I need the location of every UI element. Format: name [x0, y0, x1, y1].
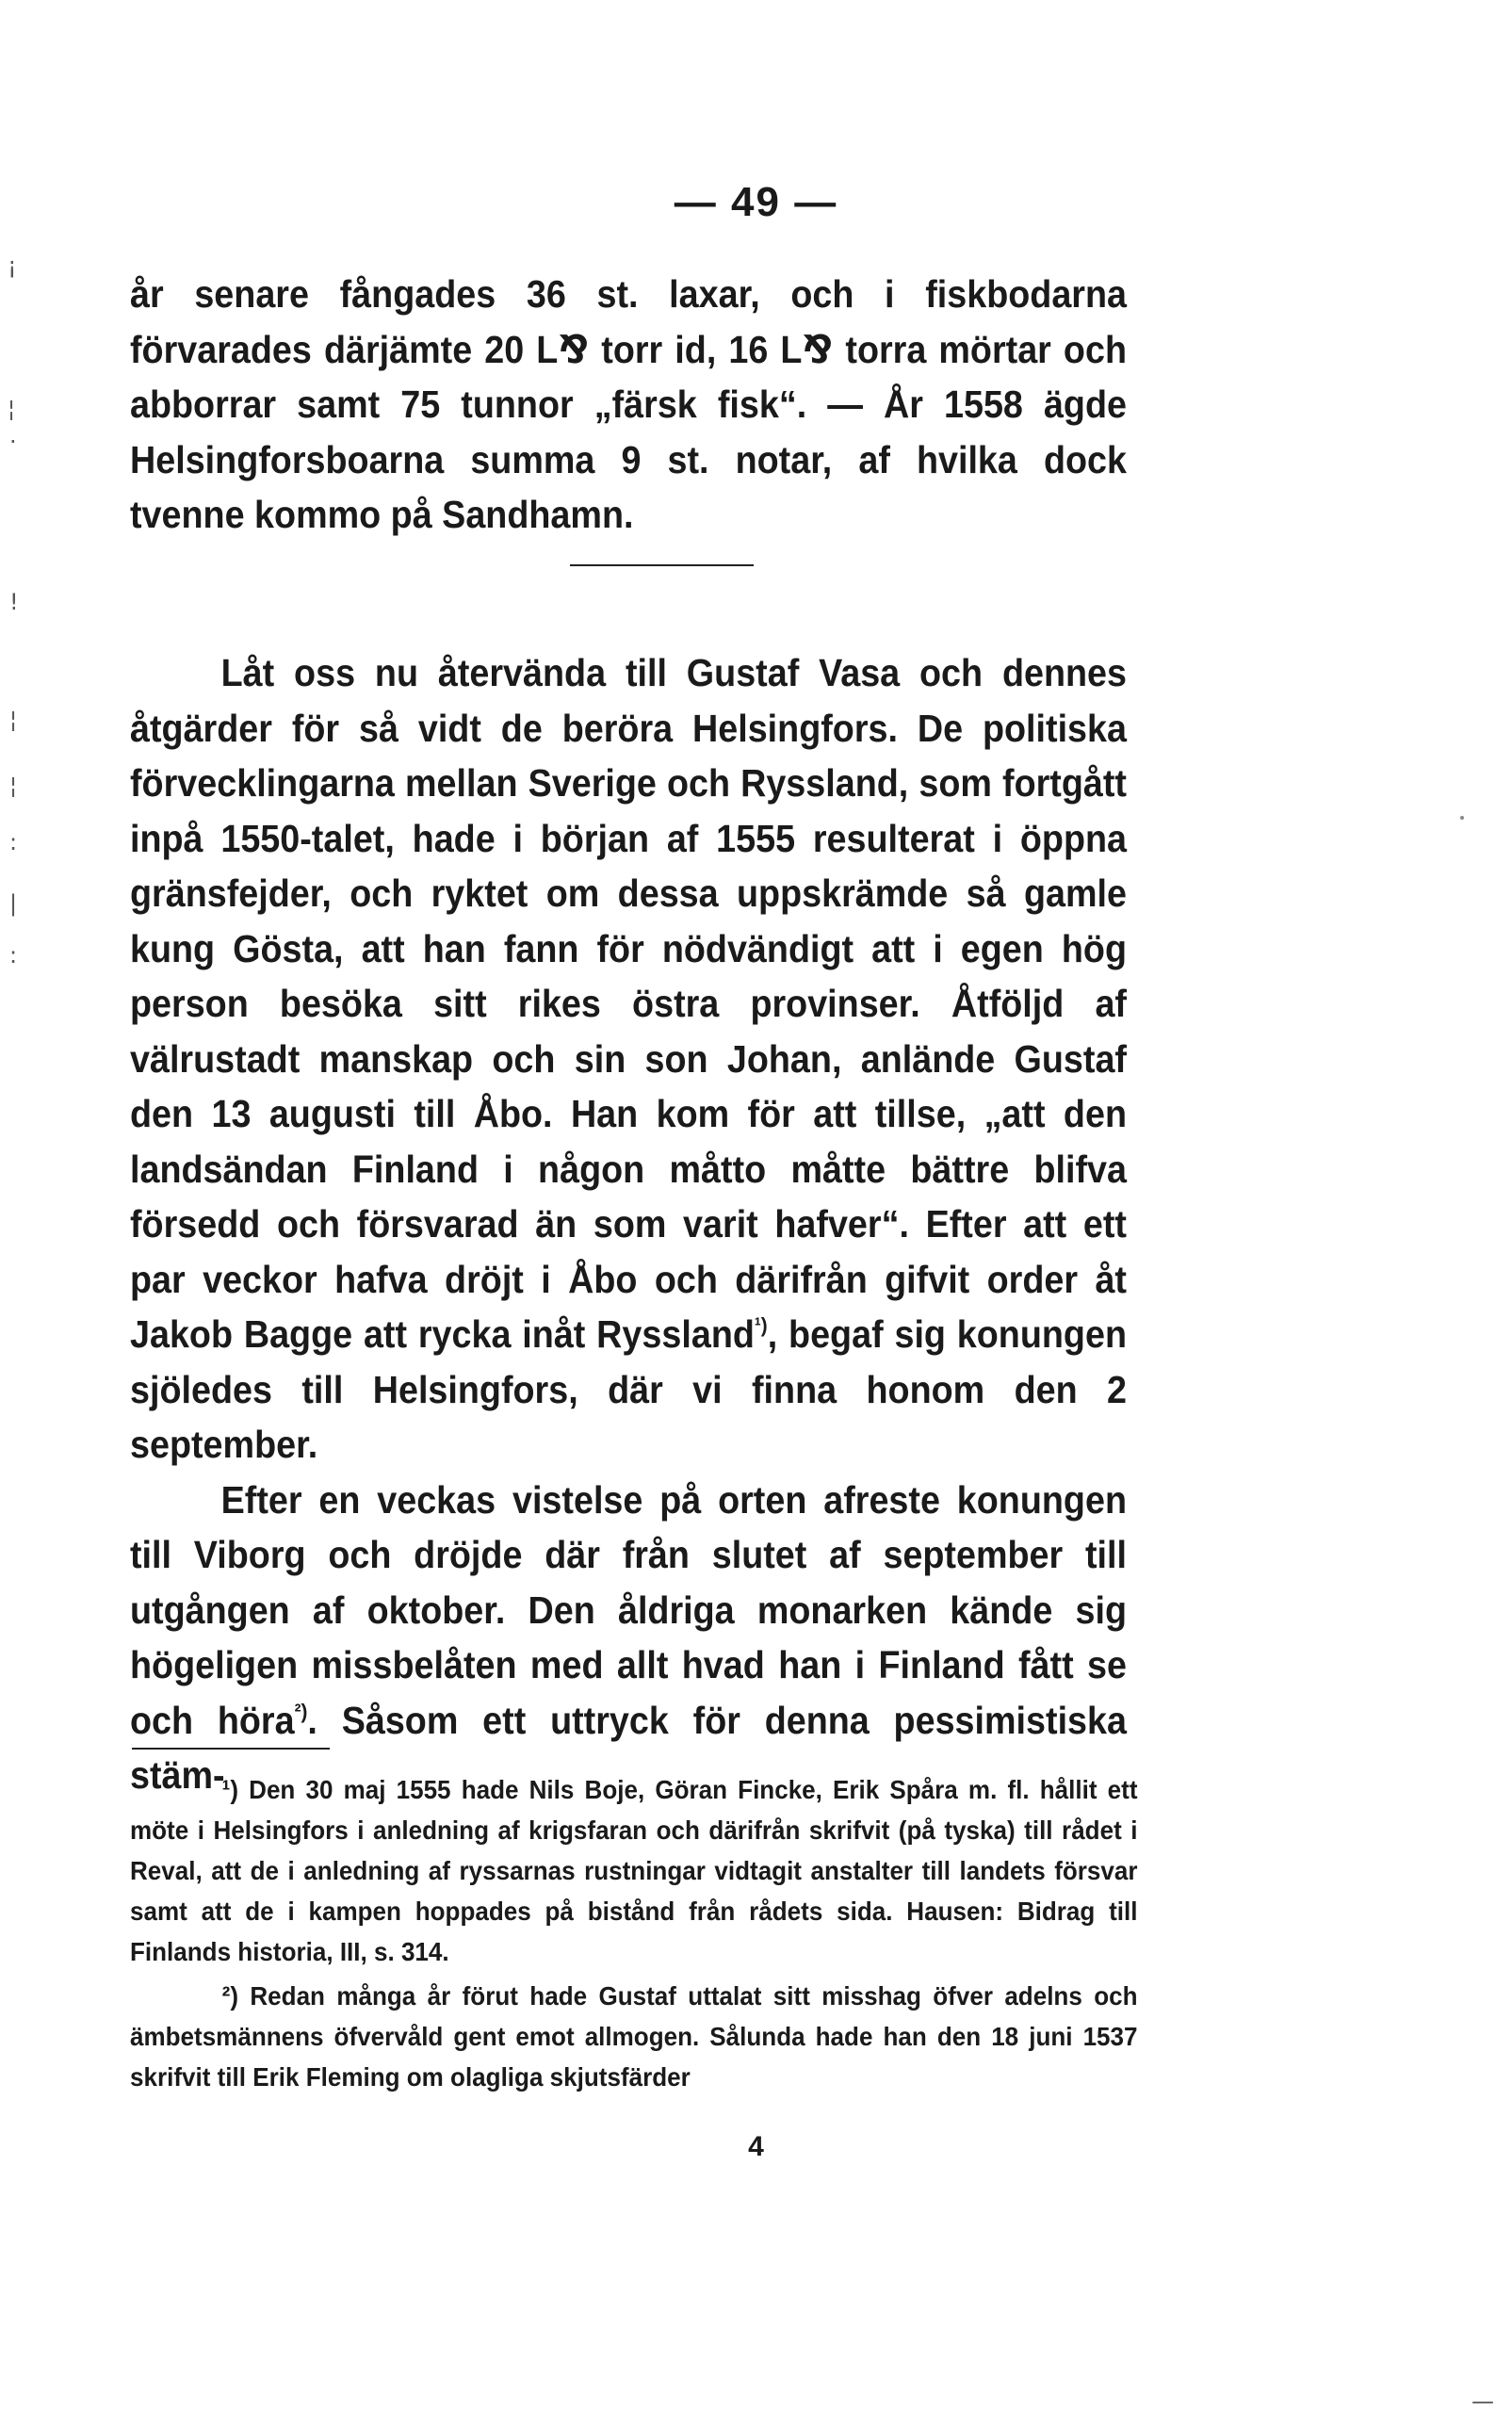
margin-mark: ·: [9, 429, 17, 455]
text-block-main: [130, 645, 1127, 1803]
margin-mark: —: [1471, 2388, 1494, 2415]
section-divider: [570, 564, 754, 566]
paragraph-text-part: Efter en veckas vistelse på orten afreste konungen till Viborg och dröjde där från slutet af september till utgången af oktober. Den åldriga monarken kände sig högeligen missbelåten med allt hvad han i Finland fått se och höra: [130, 1477, 1128, 1742]
margin-mark: |: [9, 890, 18, 917]
paragraph-text-part: . Såsom ett uttryck för denna pessimistiska stäm-: [130, 1698, 1127, 1797]
footnote-ref-2: ²): [294, 1699, 308, 1723]
page-number: — 49 —: [674, 179, 838, 225]
footnote-1: ¹) Den 30 maj 1555 hade Nils Boje, Göran Fincke, Erik Spåra m. fl. hållit ett möte i Helsingfors i anledning af krigsfaran och därifrån skrifvit (på tyska) till rådet i Reval, att de i anledning af ryssarnas rustningar vidtagit anstalter till landets försvar samt att de i kampen hoppades på bistånd från rådets sida. Hausen: Bidrag till Finlands historia, III, s. 314.: [130, 1775, 1138, 1966]
paragraph-gustaf-vasa: [130, 645, 1127, 1473]
footnote-2: ²) Redan många år förut hade Gustaf uttalat sitt misshag öfver adelns och ämbetsmännens öfvervåld gent emot allmogen. Sålunda hade han den 18 juni 1537 skrifvit till Erik Fleming om olagliga skjutsfärder: [130, 1981, 1138, 2092]
paragraph-text-part: , begaf sig konungen sjöledes till Helsingfors, där vi finna honom den 2 september.: [130, 1312, 1127, 1466]
paragraph-text-part: Låt oss nu återvända till Gustaf Vasa och dennes åtgärder för så vidt de beröra Helsingfors. De politiska förvecklingarna mellan Sverige och Ryssland, som fortgått inpå 1550-talet, hade i början af 1555 resulterat i öppna gränsfejder, och ryktet om dessa uppskrämde så gamle kung Gösta, att han fann för nödvändigt att i egen hög person besöka sitt rikes östra provinser. Åtföljd af välrustadt manskap och sin son Johan, anlände Gustaf den 13 augusti till Åbo. Han kom för att tillse, „att den landsändan Finland i någon måtto måtte bättre blifva försedd och försvarad än som varit hafver“. Efter att ett par veckor hafva dröjt i Åbo och därifrån gifvit order åt Jakob Bagge att rycka inåt Ryssland: [130, 651, 1128, 1356]
paragraph-viborg: [130, 1473, 1127, 1803]
footnote-ref-1: ¹): [754, 1313, 768, 1338]
speck-mark: [1460, 816, 1464, 820]
margin-mark: !: [9, 589, 19, 615]
footnote-divider: [132, 1748, 330, 1750]
text-block-top: [130, 267, 1127, 543]
margin-mark: :: [9, 942, 18, 969]
footnotes: [130, 1769, 1138, 2097]
margin-mark: ¦: [9, 707, 18, 733]
paragraph-fishing: år senare fångades 36 st. laxar, och i fiskbodarna förvarades därjämte 20 L⅋ torr id, 16 L⅋ torra mörtar och abborrar samt 75 tunnor „färsk fisk“. — År 1558 ägde Helsingforsboarna summa 9 st. notar, af hvilka dock tvenne kommo på Sandhamn.: [130, 272, 1127, 536]
margin-mark: :: [9, 829, 18, 855]
printer-signature: 4: [748, 2131, 764, 2162]
margin-mark: ¦: [8, 396, 16, 422]
margin-mark: ¡: [8, 252, 17, 279]
margin-mark: ¦: [9, 773, 18, 799]
